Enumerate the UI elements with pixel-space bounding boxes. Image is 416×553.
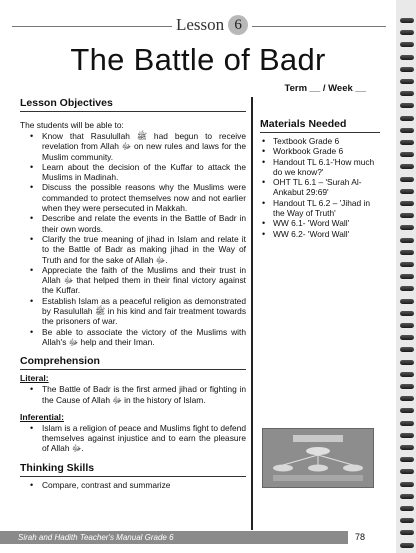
slide-thumbnail-image xyxy=(262,428,374,488)
list-item: • The Battle of Badr is the first armed jihad or fighting in the Cause of Allah ﷻ in the history of Islam. xyxy=(20,384,246,405)
binding-coil xyxy=(400,494,414,499)
binding-coil xyxy=(400,116,414,121)
binding-coil xyxy=(400,372,414,377)
binding-coil xyxy=(400,103,414,108)
materials-heading: Materials Needed xyxy=(260,118,380,133)
list-item: • OHT TL 6.1 – 'Surah Al-Ankabut 29:69' xyxy=(260,177,380,198)
binding-coil xyxy=(400,335,414,340)
binding-coil xyxy=(400,311,414,316)
binding-coil xyxy=(400,238,414,243)
thinking-skills-list xyxy=(20,480,246,490)
binding-coil xyxy=(400,469,414,474)
binding-coil xyxy=(400,408,414,413)
left-column xyxy=(20,97,246,490)
binding-coil xyxy=(400,421,414,426)
materials-list xyxy=(260,136,380,239)
binding-coil xyxy=(400,128,414,133)
binding-coil xyxy=(400,299,414,304)
binding-coil xyxy=(400,347,414,352)
binding-coil xyxy=(400,67,414,72)
list-item: • Be able to associate the victory of the Muslims with Allah's ﷻ help and their Iman. xyxy=(20,327,246,348)
binding-coil xyxy=(400,79,414,84)
page-title: The Battle of Badr xyxy=(70,42,326,77)
objectives-intro: The students will be able to: xyxy=(20,120,124,130)
footer-title: Sirah and Hadith Teacher's Manual Grade 6 xyxy=(18,533,174,542)
thinking-skills-heading: Thinking Skills xyxy=(20,462,246,477)
right-column xyxy=(260,118,380,239)
spiral-binding xyxy=(396,0,416,553)
list-item: • Islam is a religion of peace and Muslims fight to defend themselves against injustice and to earn the pleasure of Allah ﷻ. xyxy=(20,423,246,454)
list-item: • Describe and relate the events in the Battle of Badr in their own words. xyxy=(20,213,246,234)
binding-coil xyxy=(400,164,414,169)
list-item: • Compare, contrast and summarize xyxy=(20,480,246,490)
list-item: • Appreciate the faith of the Muslims and their trust in Allah ﷻ that helped them in their final victory against the Kuffar. xyxy=(20,265,246,296)
binding-coil xyxy=(400,225,414,230)
binding-coil xyxy=(400,18,414,23)
binding-coil xyxy=(400,543,414,548)
list-item: • Discuss the possible reasons why the Muslims were commanded to protect themselves now and not earlier when they were persecuted in Makkah. xyxy=(20,182,246,213)
comprehension-heading: Comprehension xyxy=(20,355,246,370)
binding-coil xyxy=(400,152,414,157)
binding-coil xyxy=(400,177,414,182)
binding-coil xyxy=(400,42,414,47)
binding-coil xyxy=(400,518,414,523)
binding-coil xyxy=(400,530,414,535)
literal-list xyxy=(20,384,246,405)
lesson-label xyxy=(172,14,252,36)
list-item: • Handout TL 6.1-'How much do we know?' xyxy=(260,157,380,178)
binding-coil xyxy=(400,30,414,35)
binding-coil xyxy=(400,201,414,206)
binding-coil xyxy=(400,445,414,450)
list-item: • Textbook Grade 6 xyxy=(260,136,380,146)
list-item: • WW 6.2- 'Word Wall' xyxy=(260,229,380,239)
column-divider xyxy=(251,97,253,530)
binding-coil xyxy=(400,274,414,279)
list-item: • Learn about the decision of the Kuffar to attack the Muslims in Madinah. xyxy=(20,162,246,183)
binding-coil xyxy=(400,433,414,438)
binding-coil xyxy=(400,506,414,511)
page-number: 78 xyxy=(348,531,372,544)
list-item: • Know that Rasulullah ﷺ had begun to receive revelation from Allah ﷻ on new rules and laws for the Muslim community. xyxy=(20,131,246,162)
binding-coil xyxy=(400,91,414,96)
list-item: • WW 6.1- 'Word Wall' xyxy=(260,218,380,228)
binding-coil xyxy=(400,482,414,487)
binding-coil xyxy=(400,140,414,145)
binding-coil xyxy=(400,213,414,218)
lesson-label-text: Lesson xyxy=(176,15,225,34)
inferential-label: Inferential: xyxy=(20,411,64,422)
binding-coil xyxy=(400,262,414,267)
binding-coil xyxy=(400,286,414,291)
binding-coil xyxy=(400,457,414,462)
list-item: • Handout TL 6.2 – 'Jihad in the Way of Truth' xyxy=(260,198,380,219)
lesson-number-badge: 6 xyxy=(228,15,248,35)
objectives-heading: Lesson Objectives xyxy=(20,97,246,112)
list-item: • Clarify the true meaning of jihad in Islam and relate it to the Battle of Badr as making jihad in the Way of Truth and for the sake of Allah ﷻ. xyxy=(20,234,246,265)
binding-coil xyxy=(400,323,414,328)
objectives-list xyxy=(20,131,246,347)
literal-label: Literal: xyxy=(20,373,49,384)
binding-coil xyxy=(400,250,414,255)
binding-coil xyxy=(400,384,414,389)
binding-coil xyxy=(400,55,414,60)
list-item: • Workbook Grade 6 xyxy=(260,146,380,156)
inferential-list xyxy=(20,423,246,454)
binding-coil xyxy=(400,396,414,401)
thumbnail-diagram-icon xyxy=(263,429,373,487)
list-item: • Establish Islam as a peaceful religion as demonstrated by Rasulullah ﷺ in his kind and fair treatment towards the prisoners of war. xyxy=(20,296,246,327)
binding-coil xyxy=(400,189,414,194)
binding-coil xyxy=(400,360,414,365)
term-week-field: Term __ / Week __ xyxy=(284,83,366,94)
